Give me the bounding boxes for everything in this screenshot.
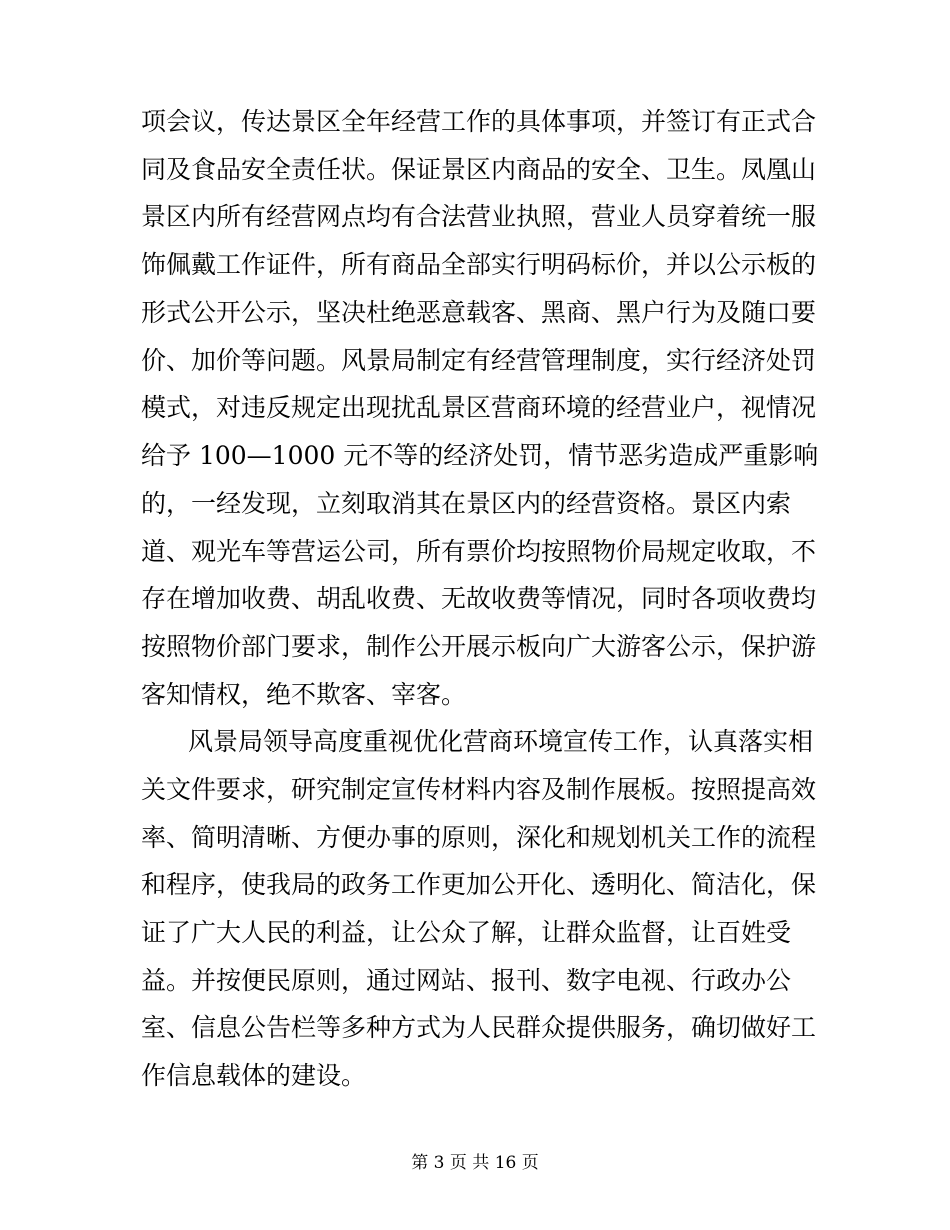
paragraph-2-line-1: 风景局领导高度重视优化营商环境宣传工作，认真落实相 bbox=[188, 727, 814, 756]
paragraph-2-line-4: 和程序，使我局的政务工作更加公开化、透明化、简洁化，保 bbox=[141, 870, 817, 899]
paragraph-2-line-3: 率、简明清晰、方便办事的原则，深化和规划机关工作的流程 bbox=[141, 823, 817, 852]
paragraph-1-line-12: 按照物价部门要求，制作公开展示板向广大游客公示，保护游 bbox=[141, 632, 817, 661]
paragraph-1-line-4: 饰佩戴工作证件，所有商品全部实行明码标价，并以公示板的 bbox=[141, 250, 817, 279]
paragraph-1-line-1: 项会议，传达景区全年经营工作的具体事项，并签订有正式合 bbox=[141, 107, 817, 136]
paragraph-2-line-8: 作信息载体的建设。 bbox=[141, 1061, 367, 1090]
paragraph-1-line-7: 模式，对违反规定出现扰乱景区营商环境的经营业户，视情况 bbox=[141, 393, 817, 422]
paragraph-1-line-11: 存在增加收费、胡乱收费、无故收费等情况，同时各项收费均 bbox=[141, 584, 817, 613]
paragraph-1-line-6: 价、加价等问题。风景局制定有经营管理制度，实行经济处罚 bbox=[141, 346, 817, 375]
paragraph-2-line-5: 证了广大人民的利益，让公众了解，让群众监督，让百姓受 bbox=[141, 918, 792, 947]
page-footer: 第 3 页 共 16 页 bbox=[411, 1153, 539, 1173]
paragraph-2-line-7: 室、信息公告栏等多种方式为人民群众提供服务，确切做好工 bbox=[141, 1013, 817, 1042]
paragraph-1-line-8: 给予 100—1000 元不等的经济处罚，情节恶劣造成严重影响 bbox=[141, 441, 819, 470]
paragraph-1-line-9: 的，一经发现，立刻取消其在景区内的经营资格。景区内索 bbox=[141, 489, 792, 518]
paragraph-1-line-3: 景区内所有经营网点均有合法营业执照，营业人员穿着统一服 bbox=[141, 202, 817, 231]
paragraph-1-line-13: 客知情权，绝不欺客、宰客。 bbox=[141, 680, 467, 709]
paragraph-2-line-6: 益。并按便民原则，通过网站、报刊、数字电视、行政办公 bbox=[141, 966, 792, 995]
paragraph-2-line-2: 关文件要求，研究制定宣传材料内容及制作展板。按照提高效 bbox=[141, 775, 817, 804]
paragraph-1-line-5: 形式公开公示，坚决杜绝恶意载客、黑商、黑户行为及随口要 bbox=[141, 298, 817, 327]
paragraph-1-line-10: 道、观光车等营运公司，所有票价均按照物价局规定收取，不 bbox=[141, 537, 817, 566]
paragraph-1-line-2: 同及食品安全责任状。保证景区内商品的安全、卫生。凤凰山 bbox=[141, 155, 817, 184]
